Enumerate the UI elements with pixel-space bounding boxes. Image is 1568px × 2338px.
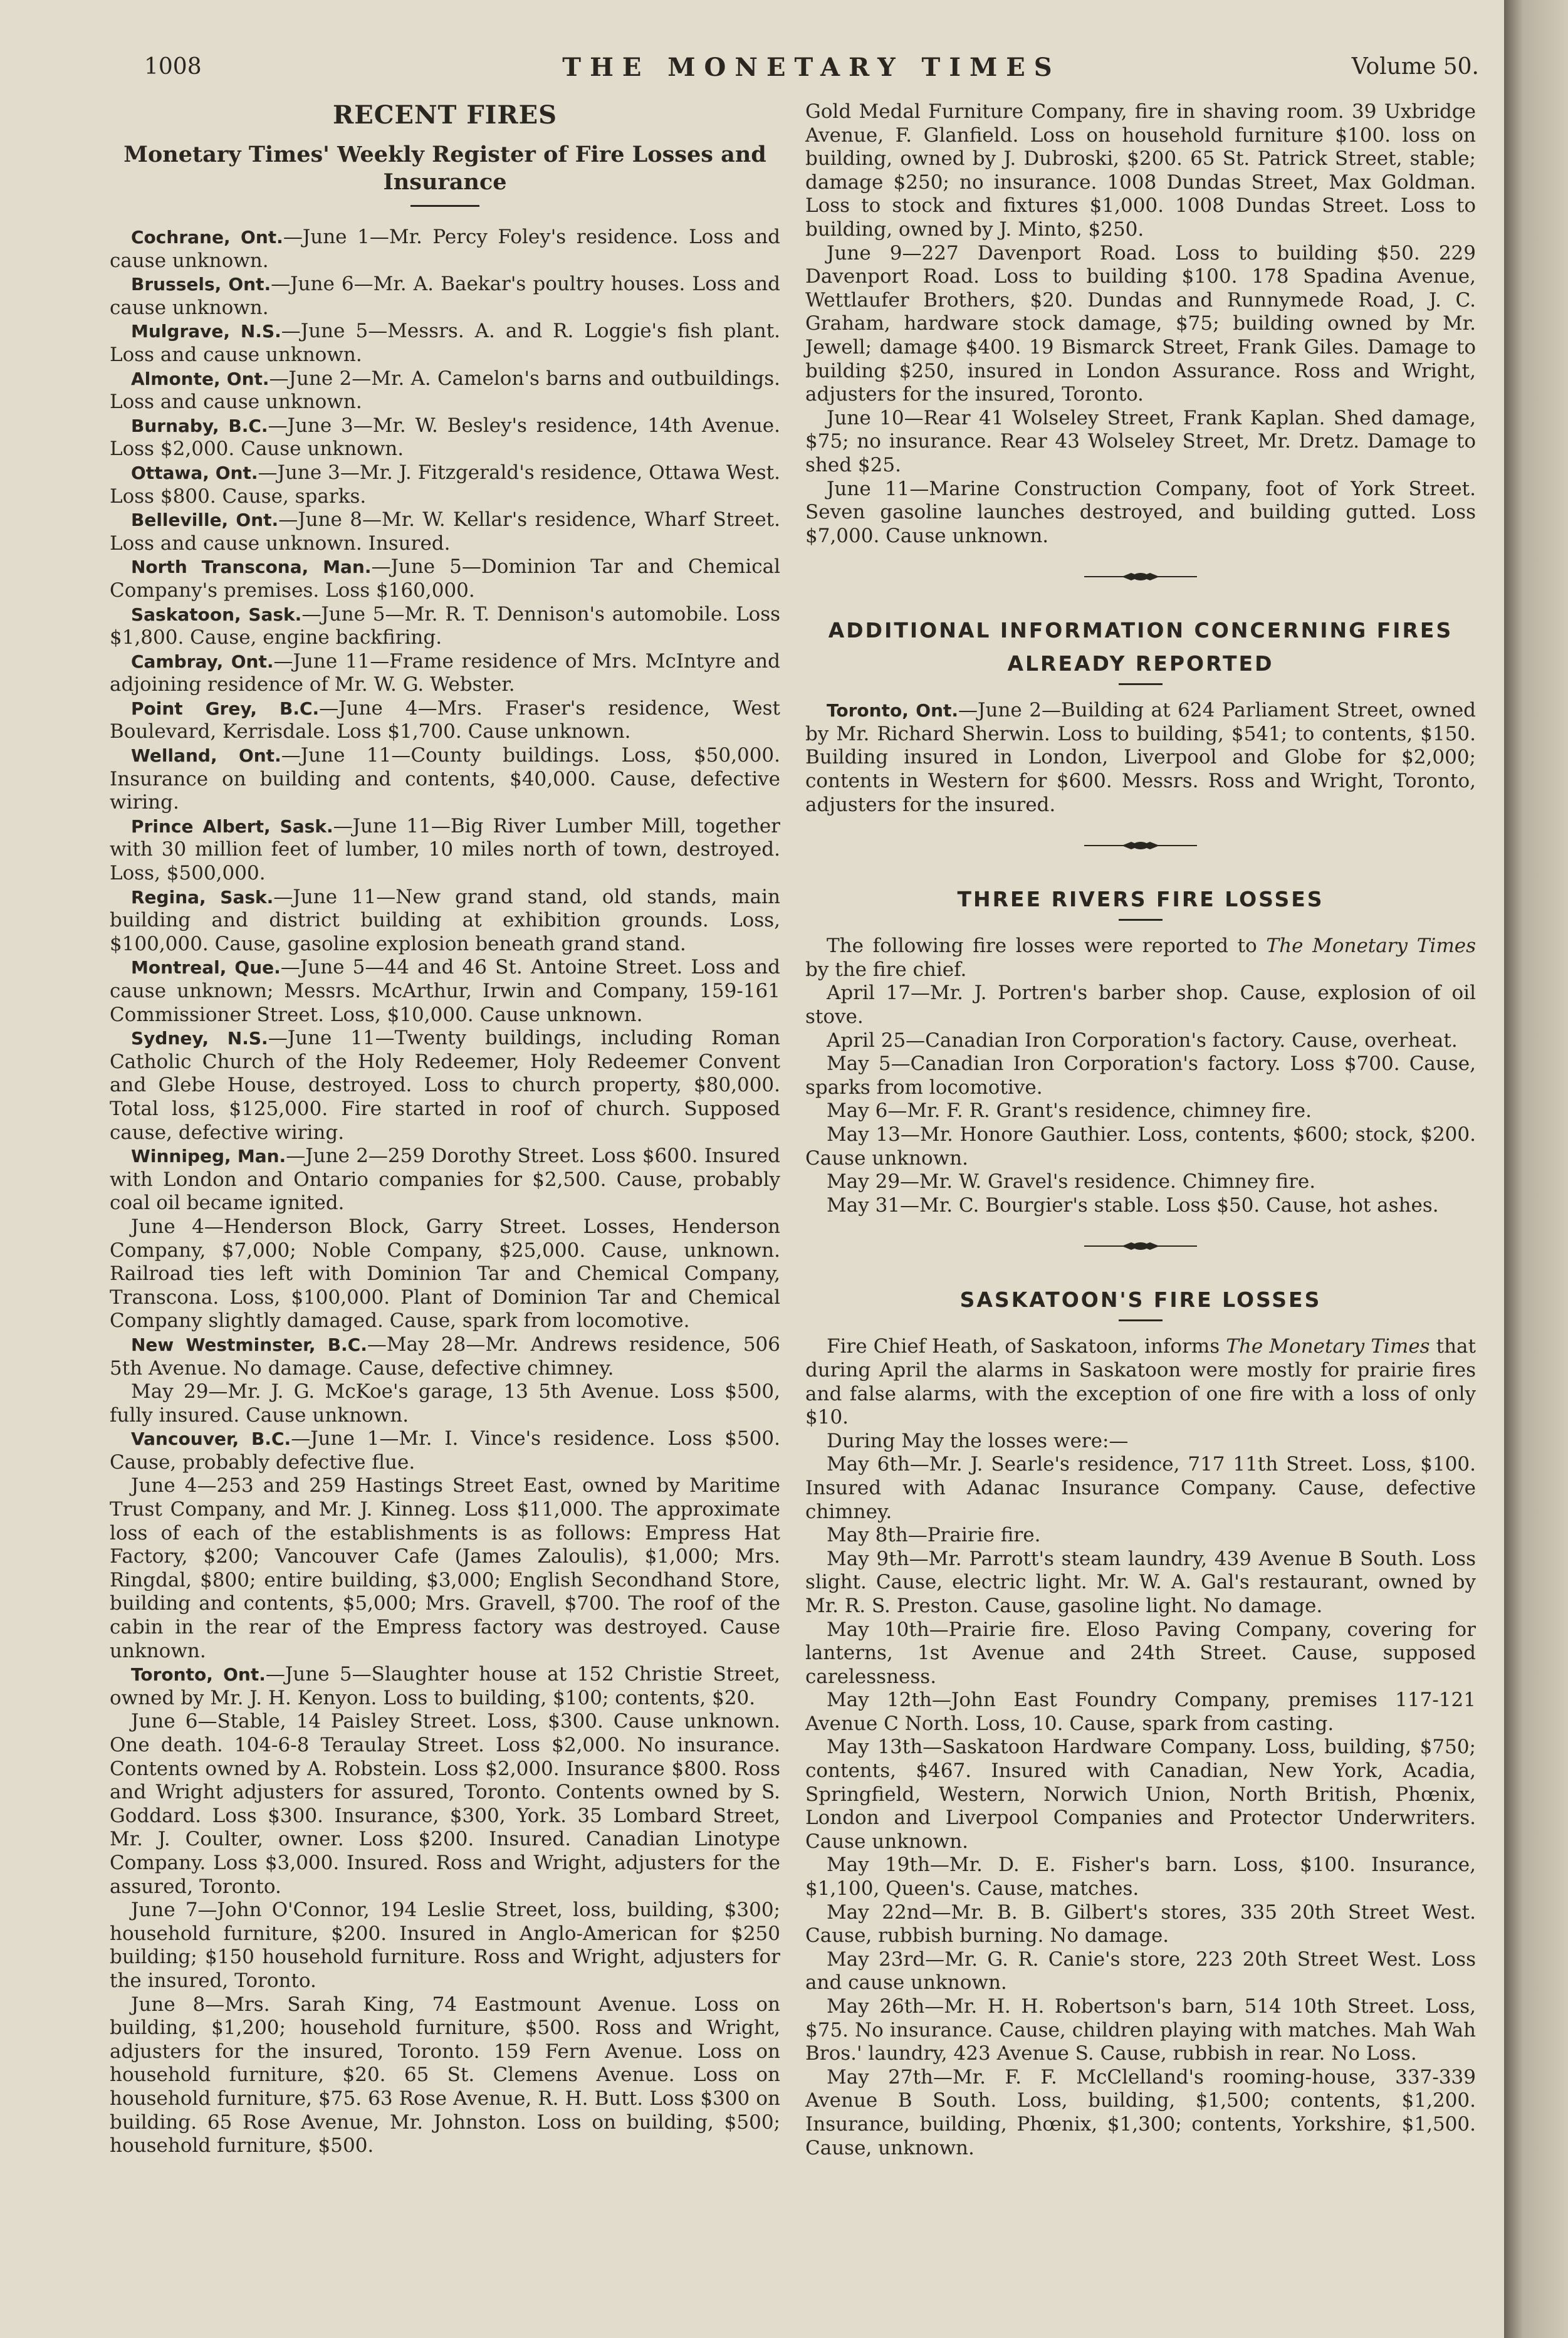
entry-text: —June 5—Dominion Tar and Chemical Company's premises. Loss $160,000. bbox=[110, 555, 780, 602]
place-name: Ottawa, Ont. bbox=[131, 462, 258, 483]
list-item bbox=[805, 2066, 1476, 2160]
entry-text: —June 2—Building at 624 Parliament Street, owned by Mr. Richard Sherwin. Loss to building, $541; to contents, $150. Building insured in London, Liverpool and Globe for $2,000; contents in Western for $600. Messrs. Ross and Wright, Toronto, adjusters for the insured. bbox=[805, 699, 1477, 816]
entry-text: —June 8—Mr. W. Kellar's residence, Wharf Street. Loss and cause unknown. Insured. bbox=[110, 508, 780, 555]
place-name: Regina, Sask. bbox=[131, 886, 274, 908]
entry-text: May 29—Mr. W. Gravel's residence. Chimney fire. bbox=[827, 1170, 1316, 1193]
list-item bbox=[110, 273, 780, 320]
entry-text: May 26th—Mr. H. H. Robertson's barn, 514 10th Street. Loss, $75. No insurance. Cause, children playing with matches. Mah Wah Bros.' laundry, 423 Avenue S. Cause, rubbish in rear. No Loss. bbox=[805, 1995, 1476, 2065]
entry-text: May 27th—Mr. F. F. McClelland's rooming-house, 337-339 Avenue B South. Loss, building, $1,500; contents, $1,200. Insurance, building, Phœnix, $1,300; contents, Yorkshire, $1,500. Cause, unknown. bbox=[805, 2065, 1476, 2159]
entry-text: —June 1—Mr. I. Vince's residence. Loss $500. Cause, probably defective flue. bbox=[110, 1427, 780, 1474]
entry-text: May 10th—Prairie fire. Eloso Paving Company, covering for lanterns, 1st Avenue and 24th Street. Cause, supposed carelessness. bbox=[805, 1618, 1476, 1688]
list-item bbox=[110, 508, 780, 555]
three-rivers-title: THREE RIVERS FIRE LOSSES bbox=[957, 887, 1324, 912]
list-item bbox=[110, 1427, 780, 1474]
list-item bbox=[805, 1948, 1476, 1995]
list-item bbox=[805, 242, 1476, 407]
list-item bbox=[805, 1618, 1476, 1689]
place-name: Saskatoon, Sask. bbox=[131, 604, 302, 625]
recent-fires-subtitle: Monetary Times' Weekly Register of Fire Losses and Insurance bbox=[123, 142, 766, 195]
entry-text: April 25—Canadian Iron Corporation's factory. Cause, overheat. bbox=[827, 1029, 1458, 1052]
entry-text: May 5—Canadian Iron Corporation's factory. Loss $700. Cause, sparks from locomotive. bbox=[805, 1052, 1476, 1099]
list-item bbox=[110, 956, 780, 1027]
entry-text: June 7—John O'Connor, 194 Leslie Street, loss, building, $300; household furniture, $200. Insured in Anglo-American for $250 building; $150 household furniture. Ross and Wright, adjusters for the insured, Toronto. bbox=[110, 1899, 780, 1992]
entry-text: —June 5—Slaughter house at 152 Christie Street, owned by Mr. J. H. Kenyon. Loss to building, $100; contents, $20. bbox=[110, 1663, 781, 1709]
place-name: North Transcona, Man. bbox=[131, 557, 372, 578]
place-name: Winnipeg, Man. bbox=[131, 1146, 286, 1167]
additional-info-entry bbox=[805, 699, 1476, 817]
list-item bbox=[110, 226, 780, 273]
entry-text: —June 5—Mr. R. T. Dennison's automobile. Loss $1,800. Cause, engine backfiring. bbox=[110, 602, 781, 649]
saskatoon-during: During May the losses were:— bbox=[827, 1429, 1129, 1452]
section-rule bbox=[1119, 919, 1163, 921]
place-name: Prince Albert, Sask. bbox=[131, 815, 333, 837]
saskatoon-entries bbox=[805, 1335, 1476, 2160]
entry-text: —June 2—259 Dorothy Street. Loss $600. Insured with London and Ontario companies for $2,500. Cause, probably coal oil became ignited. bbox=[110, 1145, 780, 1215]
list-item bbox=[805, 1689, 1476, 1736]
list-item bbox=[805, 1524, 1476, 1548]
page-header bbox=[144, 50, 1479, 88]
entry-text: —June 5—Messrs. A. and R. Loggie's fish plant. Loss and cause unknown. bbox=[110, 320, 780, 366]
publication-name: The Monetary Times bbox=[1226, 1335, 1430, 1358]
column-right bbox=[805, 100, 1476, 2160]
three-rivers-intro: The following fire losses were reported to The Monetary Times by the fire chief. bbox=[805, 935, 1476, 981]
entry-text: —June 11—Big River Lumber Mill, together with 30 million feet of lumber, 10 miles north of town, destroyed. Loss, $500,000. bbox=[110, 814, 780, 885]
entry-text: May 8th—Prairie fire. bbox=[827, 1524, 1041, 1547]
entry-text: May 6th—Mr. J. Searle's residence, 717 11th Street. Loss, $100. Insured with Adanac Insurance Company. Cause, defective chimney. bbox=[805, 1453, 1476, 1523]
entry-text: —June 3—Mr. W. Besley's residence, 14th Avenue. Loss $2,000. Cause unknown. bbox=[110, 414, 780, 461]
list-item bbox=[110, 1710, 780, 1899]
list-item bbox=[110, 367, 780, 414]
additional-info-title-line2: ALREADY REPORTED bbox=[1007, 651, 1274, 676]
entry-text: June 6—Stable, 14 Paisley Street. Loss, $300. Cause unknown. One death. 104-6-8 Teraulay Street. Loss $2,000. No insurance. Contents owned by A. Robstein. Loss $2,000. Insurance $800. Ross and Wright adjusters for assured, Toronto. Contents owned by S. Goddard. Loss $300. Insurance, $300, York. 35 Lombard Street, Mr. J. Coulter, owner. Loss $200. Insured. Canadian Linotype Company. Loss $3,000. Insured. Ross and Wright, adjusters for the assured, Toronto. bbox=[110, 1710, 780, 1898]
list-item bbox=[110, 886, 780, 957]
place-name: Montreal, Que. bbox=[131, 957, 281, 978]
list-item bbox=[805, 1853, 1476, 1900]
list-item bbox=[805, 1453, 1476, 1524]
list-item bbox=[110, 1333, 780, 1380]
place-name: Toronto, Ont. bbox=[131, 1664, 266, 1685]
list-item bbox=[805, 1099, 1476, 1123]
list-item bbox=[110, 1380, 780, 1427]
entry-text: —May 28—Mr. Andrews residence, 506 5th Avenue. No damage. Cause, defective chimney. bbox=[110, 1333, 780, 1380]
entry-text: June 8—Mrs. Sarah King, 74 Eastmount Avenue. Loss on building, $1,200; household furniture, $500. Ross and Wright, adjusters for the insured, Toronto. 159 Fern Avenue. Loss on household furniture, $20. 65 St. Clemens Avenue. Loss on household furniture, $75. 63 Rose Avenue, R. H. Butt. Loss $300 on building. 65 Rose Avenue, Mr. Johnston. Loss on building, $500; household furniture, $500. bbox=[110, 1993, 780, 2157]
entry-text: May 31—Mr. C. Bourgier's stable. Loss $50. Cause, hot ashes. bbox=[827, 1193, 1439, 1217]
list-item bbox=[805, 1123, 1476, 1170]
list-item bbox=[805, 1029, 1476, 1053]
list-item bbox=[805, 1548, 1476, 1618]
column-left bbox=[110, 100, 780, 2158]
entry-text: May 22nd—Mr. B. B. Gilbert's stores, 335 20th Street West. Cause, rubbish burning. No damage. bbox=[805, 1900, 1476, 1947]
three-rivers-entries bbox=[805, 935, 1476, 1217]
list-item bbox=[110, 815, 780, 886]
entry-text: May 9th—Mr. Parrott's steam laundry, 439 Avenue B South. Loss slight. Cause, electric light. Mr. W. A. Gal's restaurant, owned by Mr. R. S. Preston. Cause, gasoline light. No damage. bbox=[805, 1547, 1476, 1617]
place-name: Point Grey, B.C. bbox=[131, 698, 320, 719]
list-item bbox=[805, 100, 1476, 242]
list-item bbox=[110, 1993, 780, 2158]
entry-text: Gold Medal Furniture Company, fire in shaving room. 39 Uxbridge Avenue, F. Glanfield. Loss on household furniture $100. loss on building, owned by J. Dubroski, $200. 65 St. Patrick Street, stable; damage $250; no insurance. 1008 Dundas Street, Max Goldman. Loss to stock and fixtures $1,000. 1008 Dundas Street. Loss to building, owned by J. Minto, $250. bbox=[805, 100, 1476, 241]
place-name: Mulgrave, N.S. bbox=[131, 321, 281, 342]
entry-text: May 19th—Mr. D. E. Fisher's barn. Loss, $100. Insurance, $1,100, Queen's. Cause, matches. bbox=[805, 1853, 1476, 1900]
entry-text: —June 6—Mr. A. Baekar's poultry houses. Loss and cause unknown. bbox=[110, 273, 780, 319]
entry-text: June 10—Rear 41 Wolseley Street, Frank Kaplan. Shed damage, $75; no insurance. Rear 43 Wolseley Street, Mr. Dretz. Damage to shed $25. bbox=[805, 406, 1476, 476]
list-item bbox=[805, 478, 1476, 548]
saskatoon-intro: Fire Chief Heath, of Saskatoon, informs The Monetary Times that during April the alarms in Saskatoon were mostly for prairie fires and false alarms, with the exception of one fire with a loss of only $10. bbox=[805, 1335, 1476, 1429]
entry-text: —June 11—County buildings. Loss, $50,000. Insurance on building and contents, $40,000. Cause, defective wiring. bbox=[110, 744, 780, 814]
list-item bbox=[805, 407, 1476, 478]
entry-text: June 11—Marine Construction Company, foot of York Street. Seven gasoline launches destroyed, and building gutted. Loss $7,000. Cause unknown. bbox=[805, 477, 1476, 547]
adjacent-page-edge bbox=[1504, 0, 1568, 2338]
entry-text: May 29—Mr. J. G. McKoe's garage, 13 5th Avenue. Loss $500, fully insured. Cause unknown. bbox=[110, 1380, 780, 1427]
entry-text: —June 11—New grand stand, old stands, main building and district building at exhibition grounds. Loss, $100,000. Cause, gasoline explosion beneath grand stand. bbox=[110, 885, 780, 955]
list-item bbox=[110, 461, 780, 508]
list-item bbox=[110, 1899, 780, 1993]
list-item bbox=[110, 555, 780, 602]
place-name: New Westminster, B.C. bbox=[131, 1334, 367, 1355]
entry-text: May 6—Mr. F. R. Grant's residence, chimney fire. bbox=[827, 1099, 1312, 1123]
list-item bbox=[110, 1215, 780, 1333]
saskatoon-title: SASKATOON'S FIRE LOSSES bbox=[959, 1287, 1322, 1313]
place-name: Welland, Ont. bbox=[131, 745, 281, 767]
place-name: Cochrane, Ont. bbox=[131, 227, 283, 248]
place-name: Sydney, N.S. bbox=[131, 1028, 268, 1049]
section-rule bbox=[410, 205, 479, 207]
place-name: Toronto, Ont. bbox=[827, 700, 959, 721]
list-item bbox=[805, 1170, 1476, 1194]
publication-name: The Monetary Times bbox=[1266, 935, 1476, 958]
entry-text: —June 2—Mr. A. Camelon's barns and outbuildings. Loss and cause unknown. bbox=[110, 367, 780, 414]
entry-text: April 17—Mr. J. Portren's barber shop. Cause, explosion of oil stove. bbox=[805, 982, 1476, 1029]
list-item bbox=[110, 1474, 780, 1663]
list-item bbox=[110, 320, 780, 367]
list-item bbox=[110, 414, 780, 461]
list-item bbox=[805, 1995, 1476, 2066]
section-rule bbox=[1119, 1319, 1163, 1321]
continued-entries bbox=[805, 100, 1476, 548]
list-item bbox=[110, 603, 780, 650]
list-item bbox=[805, 982, 1476, 1029]
entry-text: —June 11—Frame residence of Mrs. McIntyre and adjoining residence of Mr. W. G. Webster. bbox=[110, 649, 780, 696]
list-item bbox=[805, 1052, 1476, 1099]
recent-fires-title: RECENT FIRES bbox=[332, 100, 558, 130]
list-item bbox=[110, 1027, 780, 1145]
entry-text: June 4—Henderson Block, Garry Street. Losses, Henderson Company, $7,000; Noble Company, $25,000. Cause, unknown. Railroad ties left with Dominion Tar and Chemical Company, Transcona. Loss, $100,000. Plant of Dominion Tar and Chemical Company slightly damaged. Cause, spark from locomotive. bbox=[110, 1215, 780, 1333]
volume-label: Volume 50. bbox=[1351, 54, 1479, 80]
list-item bbox=[805, 1736, 1476, 1853]
entry-text: —June 11—Twenty buildings, including Roman Catholic Church of the Holy Redeemer, Holy Redeemer Convent and Glebe House, destroyed. Loss to church property, $80,000. Total loss, $125,000. Fire started in roof of church. Supposed cause, defective wiring. bbox=[110, 1027, 780, 1144]
place-name: Cambray, Ont. bbox=[131, 651, 274, 672]
entry-text: May 13th—Saskatoon Hardware Company. Loss, building, $750; contents, $467. Insured with Canadian, New York, Acadia, Springfield, Western, Norwich Union, North British, Phœnix, London and Liverpool Companies and Protector Underwriters. Cause unknown. bbox=[805, 1736, 1476, 1853]
list-item bbox=[110, 697, 780, 744]
entry-text: —June 4—Mrs. Fraser's residence, West Boulevard, Kerrisdale. Loss $1,700. Cause unknown. bbox=[110, 696, 780, 743]
entry-text: —June 5—44 and 46 St. Antoine Street. Loss and cause unknown; Messrs. McArthur, Irwin and Company, 159-161 Commissioner Street. Loss, $10,000. Cause unknown. bbox=[110, 956, 780, 1026]
entry-text: —June 3—Mr. J. Fitzgerald's residence, Ottawa West. Loss $800. Cause, sparks. bbox=[110, 461, 780, 508]
place-name: Almonte, Ont. bbox=[131, 368, 269, 389]
list-item bbox=[805, 1901, 1476, 1948]
entry-text: May 13—Mr. Honore Gauthier. Loss, contents, $600; stock, $200. Cause unknown. bbox=[805, 1123, 1476, 1170]
entry-text: May 23rd—Mr. G. R. Canie's store, 223 20th Street West. Loss and cause unknown. bbox=[805, 1947, 1476, 1995]
list-item bbox=[110, 1663, 780, 1710]
place-name: Belleville, Ont. bbox=[131, 510, 279, 531]
place-name: Burnaby, B.C. bbox=[131, 415, 268, 436]
place-name: Vancouver, B.C. bbox=[131, 1428, 291, 1450]
masthead: THE MONETARY TIMES bbox=[562, 53, 1061, 82]
list-item bbox=[805, 1194, 1476, 1218]
page-number: 1008 bbox=[144, 54, 202, 80]
list-item bbox=[110, 1145, 780, 1215]
list-item bbox=[110, 650, 780, 697]
additional-info-title: ADDITIONAL INFORMATION CONCERNING FIRES bbox=[828, 618, 1453, 643]
section-rule bbox=[1119, 683, 1163, 685]
list-item bbox=[110, 744, 780, 815]
entry-text: June 9—227 Davenport Road. Loss to building $50. 229 Davenport Road. Loss to building $100. 178 Spadina Avenue, Wettlaufer Brothers, $20. Dundas and Runnymede Road, J. C. Graham, hardware stock damage, $75; building owned by Mr. Jewell; damage $400. 19 Bismarck Street, Frank Giles. Damage to building $250, insured in London Assurance. Ross and Wright, adjusters for the insured, Toronto. bbox=[805, 241, 1476, 406]
entry-text: —June 1—Mr. Percy Foley's residence. Loss and cause unknown. bbox=[110, 226, 781, 272]
entry-text: May 12th—John East Foundry Company, premises 117-121 Avenue C North. Loss, 10. Cause, spark from casting. bbox=[805, 1689, 1476, 1735]
ornament-divider bbox=[1084, 1240, 1197, 1252]
fire-register-list bbox=[110, 226, 780, 2158]
ornament-divider bbox=[1084, 839, 1197, 852]
ornament-divider bbox=[1084, 570, 1197, 583]
entry-text: June 4—253 and 259 Hastings Street East, owned by Maritime Trust Company, and Mr. J. Kinneg. Loss $11,000. The approximate loss of each of the establishments is as follows: Empress Hat Factory, $200; Vancouver Cafe (James Zaloulis), $1,000; Mrs. Ringdal, $800; entire building, $3,000; English Secondhand Store, building and contents, $5,000; Mrs. Gravell, $700. The roof of the cabin in the rear of the Empress factory was destroyed. Cause unknown. bbox=[110, 1474, 780, 1662]
place-name: Brussels, Ont. bbox=[131, 274, 271, 295]
